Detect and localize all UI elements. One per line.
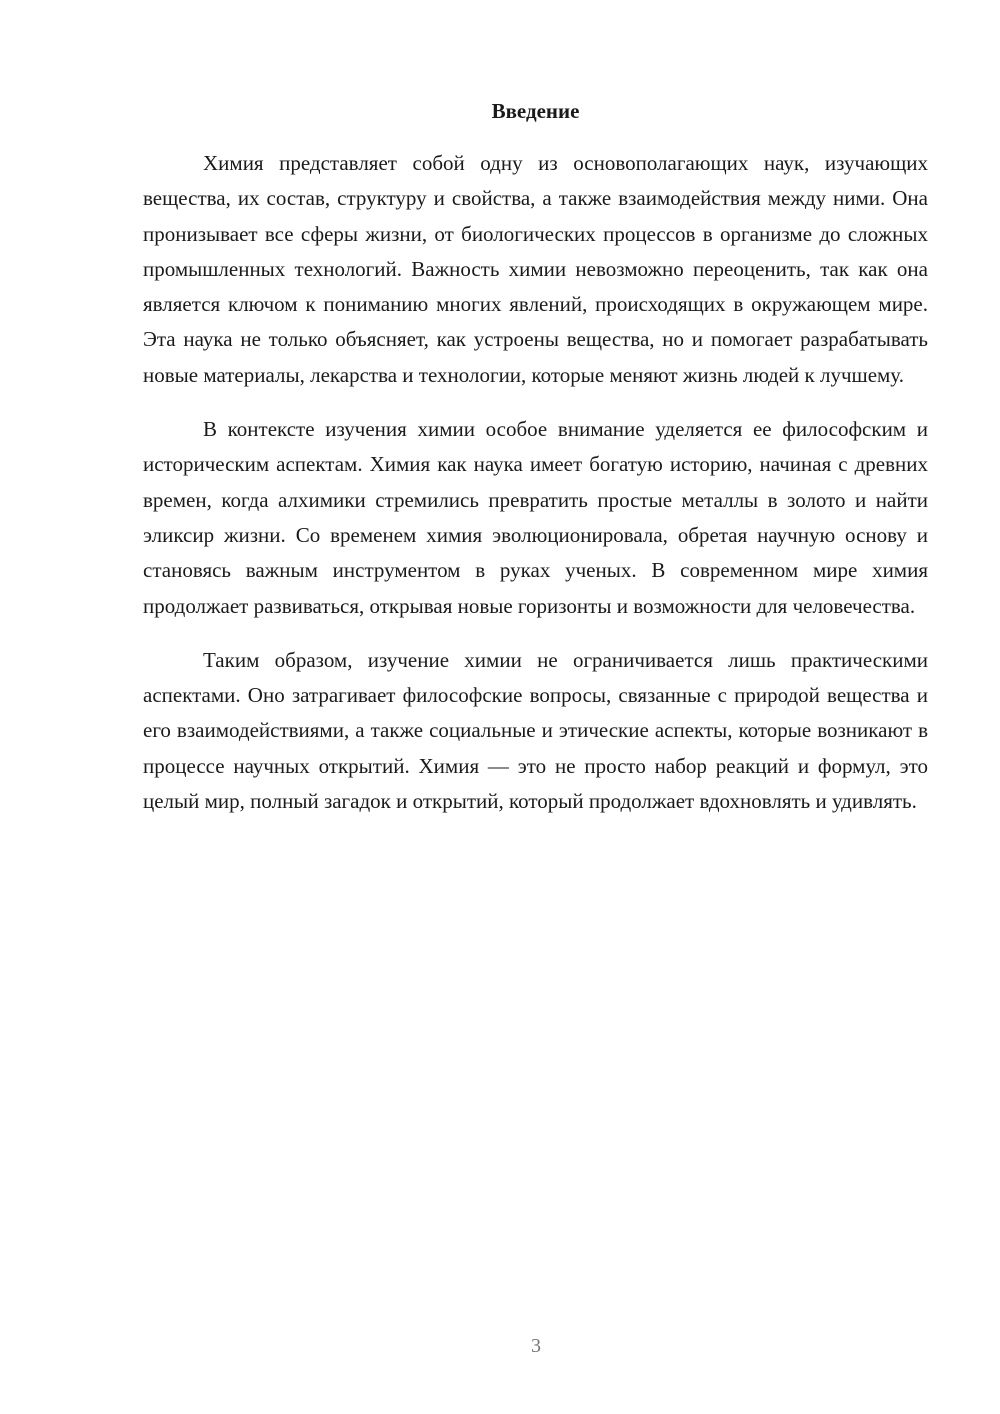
page-title: Введение [491, 99, 580, 123]
paragraph-1: Химия представляет собой одну из основополагающих наук, изучающих вещества, их состав, структуру и свойства, а также взаимодействия между ними. Она пронизывает все сферы жизни, от биологических процессов в организме до сложных промышленных технологий. Важность химии невозможно переоценить, так как она является ключом к пониманию многих явлений, происходящих в окружающем мире. Эта наука не только объясняет, как устроены вещества, но и помогает разрабатывать новые материалы, лекарства и технологии, которые меняют жизнь людей к лучшему. [143, 151, 928, 387]
page-content [143, 96, 928, 838]
paragraph-3: Таким образом, изучение химии не ограничивается лишь практическими аспектами. Оно затрагивает философские вопросы, связанные с природой вещества и его взаимодействиями, а также социальные и этические аспекты, которые возникают в процессе научных открытий. Химия — это не просто набор реакций и формул, это целый мир, полный загадок и открытий, который продолжает вдохновлять и удивлять. [143, 647, 928, 814]
paragraph-2: В контексте изучения химии особое внимание уделяется ее философским и историческим аспектам. Химия как наука имеет богатую историю, начиная с древних времен, когда алхимики стремились превратить простые металлы в золото и найти эликсир жизни. Со временем химия эволюционировала, обретая научную основу и становясь важным инструментом в руках ученых. В современном мире химия продолжает развиваться, открывая новые горизонты и возможности для человечества. [143, 417, 928, 618]
page-number: 3 [531, 1335, 541, 1357]
